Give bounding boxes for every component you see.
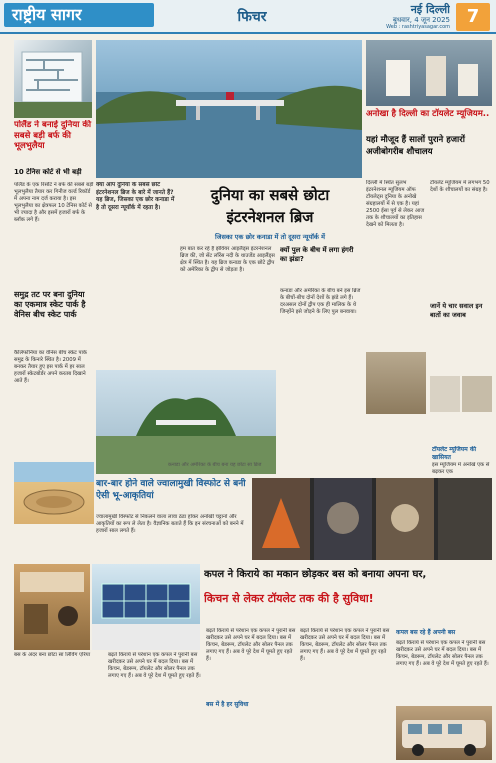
toilet-museum-photo: [366, 40, 492, 106]
toilet-exhibit-photo-1: [430, 376, 460, 412]
volcano-illustration: [252, 478, 492, 560]
bridge-photo-illustration: [96, 40, 362, 178]
venice-body: कैलिफोर्निया का वेनिस बीच स्केट पार्क समुद्र के किनारे स्थित है। 2009 में बनकर तैयार हुए इस पार्क में हर साल हजारों स्केटबोर्डर अपने करतब दिखाने आते हैं।: [14, 350, 87, 384]
toilet-headline-black: यहां मौजूद हैं सालों पुराने हजारों अजीबोगरीब शौचालय: [366, 135, 465, 157]
bus-body-col1: बढ़ते किराये से परेशान एक कपल ने पुरानी बस खरीदकर उसे अपने घर में बदल दिया। बस में किचन, बेडरूम, टॉयलेट और सोलर पैनल तक लगाए गए हैं। अब वे पूरे देश में घूमते हुए रहते हैं।: [108, 652, 201, 679]
bridge-question-title: क्यों पुल के बीच में लगा हंगरी का झंडा?: [280, 246, 354, 263]
poland-headline: [14, 120, 94, 168]
bridge-title: दुनिया का सबसे छोटा इंटरनेशनल ब्रिज: [210, 186, 330, 226]
color-dots-icon: [388, 760, 492, 761]
bus-body-col4: बढ़ते किराये से परेशान एक कपल ने पुरानी बस खरीदकर उसे अपने घर में बदल दिया। बस में किचन, बेडरूम, टॉयलेट और सोलर पैनल तक लगाए गए हैं। अब वे पूरे देश में घूमते हुए रहते हैं।: [396, 640, 489, 667]
newspaper-brand: राष्ट्रीय सागर: [4, 3, 154, 27]
volcano-headline: बार-बार होने वाले ज्वालामुखी विस्फोट से बनी ऐसी भू-आकृतियां: [96, 479, 246, 501]
edition-city: नई दिल्ली: [410, 3, 450, 16]
toilet-box-body: इस म्यूजियम में अनोखे एक से बढ़कर एक: [432, 462, 490, 475]
toilet-throne-photo: [366, 352, 426, 414]
bridge-question-body: कनाडा और अमेरिका के बीच बने इस ब्रिज के बीचों-बीच दोनों देशों के झंडे लगे हैं। दरअसल दोनों द्वीप एक ही मालिक के थे जिन्होंने इसे जोड़ने के लिए पुल बनवाया।: [280, 288, 361, 315]
bus-solar-photo: [92, 564, 200, 650]
venice-headline: समुद्र तट पर बना दुनिया का एकमात्र स्केट पार्क है वेनिस बीच स्केट पार्क: [14, 290, 86, 319]
bridge-question-box: [280, 246, 362, 286]
bus-interior-illustration: [14, 564, 90, 650]
bus-caption: बस के अंदर बना छोटा सा लिविंग एरिया: [14, 652, 91, 658]
bridge-subtitle: जिसका एक छोर कनाडा में तो दूसरा न्यूयॉर्क में: [214, 233, 326, 241]
bus-headline-red: किचन से लेकर टॉयलेट तक की है सुविधा!: [204, 592, 374, 605]
bus-col-title: कपल बस रहे हैं अपनी बस: [396, 629, 456, 636]
toilet-exhibit-photo-2: [462, 376, 492, 412]
skate-park-photo: [14, 462, 94, 524]
toilet-box-title: टॉयलेट म्यूजियम की खासियत: [432, 446, 476, 461]
bus-interior-photo: [14, 564, 90, 650]
bridge-photo-caption: कनाडा और अमेरिका के बीच बना यह छोटा सा ब्रिज: [168, 462, 262, 468]
bridge-flags-photo: [96, 370, 276, 474]
bridge-body: हम बात कर रहे हैं झेवियर आइलैंड्स इंटरनेशनल ब्रिज की, जो सेंट लॉरेंस नदी के थाउजेंड आइलैंड्स क्षेत्र में स्थित है। यह ब्रिज कनाडा के एक छोटे द्वीप को अमेरिका के द्वीप से जोड़ता है।: [180, 246, 275, 273]
toilet-body-col2: टॉयलेट म्यूजियम में लगभग 50 देशों के शौचालयों का संग्रह है।: [430, 180, 490, 193]
ice-maze-illustration: [14, 40, 92, 118]
volcano-photo-strip: [252, 478, 492, 560]
ice-maze-photo: [14, 40, 92, 118]
volcano-body: ज्वालामुखी विस्फोट से निकलने वाला लावा ठंडा होकर अनोखी चट्टानों और आकृतियों का रूप ले लेता है। वैज्ञानिक बताते हैं कि इन संरचनाओं को बनने में हजारों साल लगते हैं।: [96, 514, 244, 534]
bus-exterior-photo: [396, 706, 492, 760]
bridge-intro: क्या आप दुनिया के सबसे छोटे इंटरनेशनल ब्रिज के बारे में जानते हैं? यह ब्रिज, जिसका एक छोर कनाडा में है तो दूसरा न्यूयॉर्क में रहता है।: [96, 182, 175, 211]
bridge-photo: [96, 40, 362, 178]
toilet-headline-red: अनोखा है दिल्ली का टॉयलेट म्यूजियम..: [366, 109, 490, 119]
toilet-museum-illustration: [366, 40, 492, 106]
toilet-sidebar-title: जानें ये चार सवाल इन बातों का जवाब: [430, 302, 483, 319]
poland-headline-text: पोलैंड ने बनाई दुनिया की सबसे बड़ी बर्फ की भूलभुलैया: [14, 120, 92, 151]
skate-park-illustration: [14, 462, 94, 524]
toilet-body: दिल्ली में स्थित सुलभ इंटरनेशनल म्यूजियम ऑफ टॉयलेट्स दुनिया के अनोखे संग्रहालयों में से एक है। यहां 2500 ईसा पूर्व से लेकर आज तक के शौचालयों का इतिहास देखने को मिलता है।: [366, 180, 425, 228]
solar-panel-illustration: [92, 564, 200, 650]
website: Web : rashtriyasagar.com: [386, 24, 450, 30]
bus-subhead: बस में है हर सुविधा: [206, 701, 249, 708]
footer-dots: [388, 753, 492, 761]
bus-headline-black: कपल ने किराये का मकान छोड़कर बस को बनाया अपना घर,: [204, 569, 427, 580]
bus-exterior-illustration: [396, 706, 492, 760]
edition-date: बुधवार, 4 जून 2025: [392, 16, 450, 24]
poland-body: पोलैंड के एक रिसॉर्ट ने बर्फ की सबसे बड़ी भूलभुलैया तैयार कर गिनीज वर्ल्ड रिकॉर्ड में अपना नाम दर्ज कराया है। इस भूलभुलैया का क्षेत्रफल 10 टेनिस कोर्ट से भी ज्यादा है और इसमें हजारों बर्फ के ब्लॉक लगे हैं।: [14, 182, 94, 223]
section-label: फिचर: [237, 9, 267, 25]
bus-body-col3: बढ़ते किराये से परेशान एक कपल ने पुरानी बस खरीदकर उसे अपने घर में बदल दिया। बस में किचन, बेडरूम, टॉयलेट और सोलर पैनल तक लगाए गए हैं। अब वे पूरे देश में घूमते हुए रहते हैं।: [300, 628, 390, 662]
bus-body-col2: बढ़ते किराये से परेशान एक कपल ने पुरानी बस खरीदकर उसे अपने घर में बदल दिया। बस में किचन, बेडरूम, टॉयलेट और सोलर पैनल तक लगाए गए हैं। अब वे पूरे देश में घूमते हुए रहते हैं।: [206, 628, 296, 662]
poland-subhead: 10 टेनिस कोर्ट से भी बड़ी: [14, 168, 82, 176]
bridge-flags-illustration: [96, 370, 276, 474]
page-number: 7: [456, 3, 490, 31]
